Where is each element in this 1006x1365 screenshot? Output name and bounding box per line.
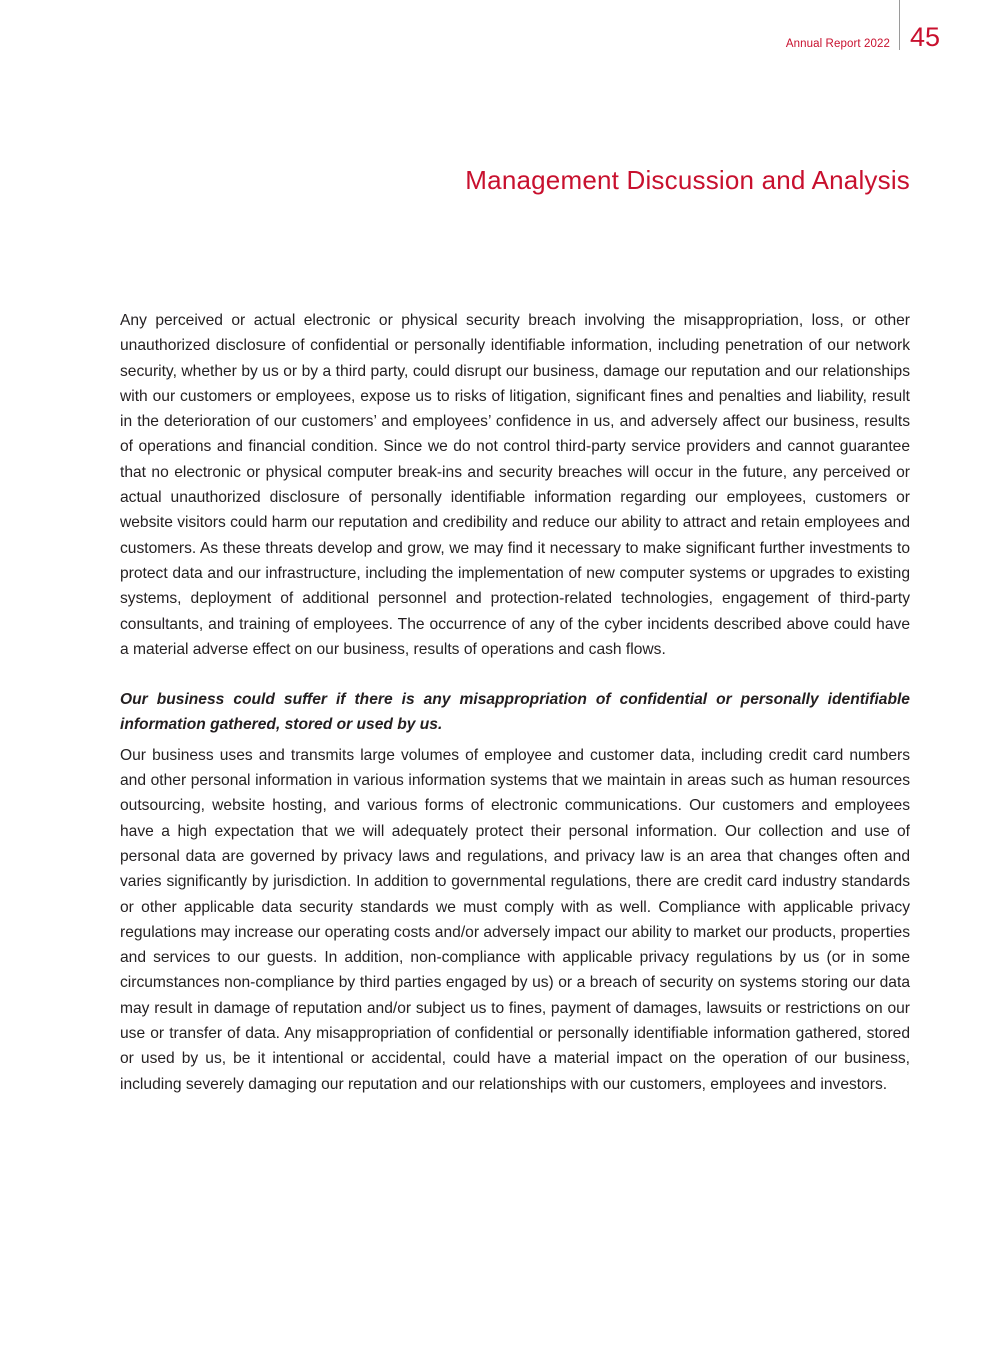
body-content xyxy=(120,308,910,1097)
body-paragraph: Our business uses and transmits large volumes of employee and customer data, including credit card numbers and other personal information in various information systems that we maintain in areas such as human resources outsourcing, website hosting, and various forms of electronic communications. Our customers and employees have a high expectation that we will adequately protect their personal information. Our collection and use of personal data are governed by privacy laws and regulations, and privacy law is an area that changes often and varies significantly by jurisdiction. In addition to governmental regulations, there are credit card industry standards or other applicable data security standards we must comply with as well. Compliance with applicable privacy regulations may increase our operating costs and/or adversely impact our ability to market our products, properties and services to our guests. In addition, non-compliance with applicable privacy regulations by us (or in some circumstances non-compliance by third parties engaged by us) or a breach of security on systems storing our data may result in damage of reputation and/or subject us to fines, payment of damages, lawsuits or restrictions on our use or transfer of data. Any misappropriation of confidential or personally identifiable information gathered, stored or used by us, be it intentional or accidental, could have a material impact on the operation of our business, including severely damaging our reputation and our relationships with our customers, employees and investors. xyxy=(120,746,910,1093)
page-number: 45 xyxy=(909,22,940,52)
body-paragraph: Any perceived or actual electronic or physical security breach involving the misappropriation, loss, or other unauthorized disclosure of confidential or personally identifiable information, including penetration of our network security, whether by us or by a third party, could disrupt our business, damage our reputation and our relationships with our customers or employees, expose us to risks of litigation, significant fines and penalties and liability, result in the deterioration of our customers’ and employees’ confidence in us, and adversely affect our business, results of operations and financial condition. Since we do not control third-party service providers and cannot guarantee that no electronic or physical computer break-ins and security breaches will occur in the future, any perceived or actual unauthorized disclosure of personally identifiable information regarding our employees, customers or website visitors could harm our reputation and credibility and reduce our ability to attract and retain employees and customers. As these threats develop and grow, we may find it necessary to make significant further investments to protect data and our infrastructure, including the implementation of new computer systems or upgrades to existing systems, deployment of additional personnel and protection-related technologies, engagement of third-party consultants, and training of employees. The occurrence of any of the cyber incidents described above could have a material adverse effect on our business, results of operations and cash flows. xyxy=(120,312,910,658)
header-divider xyxy=(899,0,900,50)
report-label: Annual Report 2022 xyxy=(785,38,890,50)
risk-subheading: Our business could suffer if there is any misappropriation of confidential or personally identifiable information gathered, stored or used by us. xyxy=(120,691,910,734)
running-header xyxy=(786,0,940,52)
section-title: Management Discussion and Analysis xyxy=(465,165,910,195)
